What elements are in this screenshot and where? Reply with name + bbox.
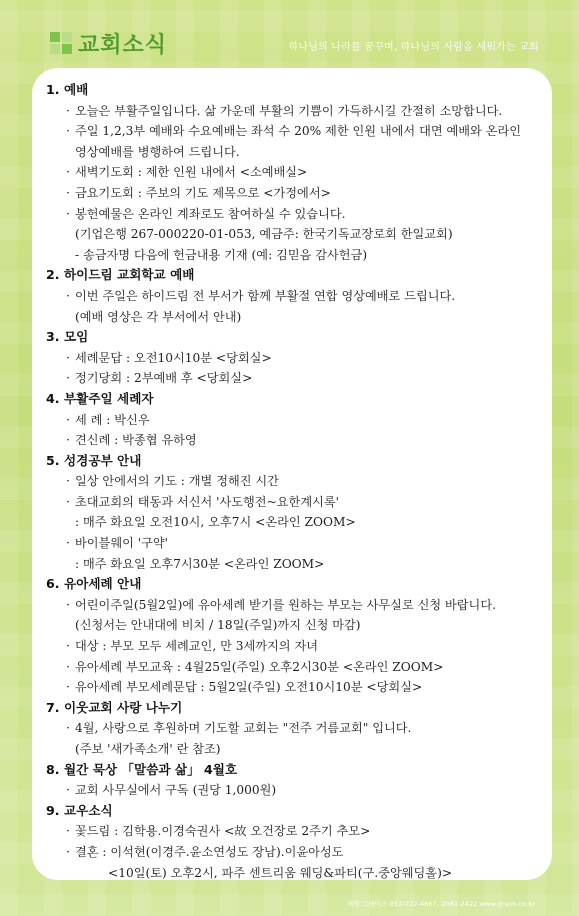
item-text: 오늘은 부활주일입니다. 삶 가운데 부활의 기쁨이 가득하시길 간절히 소망합니다. — [75, 103, 503, 118]
item-text: 일상 안에서의 기도 : 개별 정해진 시간 — [75, 474, 279, 489]
list-item-continuation — [46, 307, 546, 328]
list-item — [46, 657, 546, 678]
section — [46, 451, 546, 575]
list-item-continuation — [46, 554, 546, 575]
list-item — [46, 348, 546, 369]
item-text: 교회 사무실에서 구독 (권당 1,000원) — [75, 783, 277, 798]
list-item — [46, 183, 546, 204]
item-text: <10일(토) 오후2시, 파주 센트리움 웨딩&파티(구.중앙웨딩홀)> — [108, 865, 453, 880]
bullet-icon: · — [66, 639, 70, 654]
bullet-icon: · — [66, 680, 70, 695]
section-title — [46, 801, 546, 822]
section-number: 5. — [46, 452, 60, 468]
bullet-icon: · — [66, 206, 70, 221]
bullet-icon: · — [66, 783, 70, 798]
bullet-icon: · — [66, 124, 70, 139]
section — [46, 760, 546, 801]
list-item — [46, 204, 546, 225]
item-text: 금요기도회 : 주보의 기도 제목으로 <가정에서> — [75, 185, 331, 200]
logo-square — [62, 44, 72, 54]
bullet-icon: · — [66, 659, 70, 674]
section-number: 7. — [46, 699, 60, 715]
bullet-icon: · — [66, 288, 70, 303]
item-text: 이번 주일은 하이드림 전 부서가 함께 부활절 연합 영상예배로 드립니다. — [75, 288, 456, 303]
bullet-icon: · — [66, 412, 70, 427]
list-item — [46, 286, 546, 307]
list-item — [46, 492, 546, 513]
list-item — [46, 368, 546, 389]
section-title-text: 예배 — [64, 82, 89, 97]
bullet-icon: · — [66, 433, 70, 448]
item-text: : 매주 화요일 오전10시, 오후7시 <온라인 ZOOM> — [75, 515, 356, 530]
section-number: 1. — [46, 82, 60, 97]
bullet-icon: · — [66, 350, 70, 365]
section — [46, 574, 546, 698]
section-title — [46, 760, 546, 781]
bullet-icon: · — [66, 103, 70, 118]
section-number: 6. — [46, 576, 60, 592]
list-item-continuation — [46, 863, 546, 884]
bullet-icon: · — [66, 165, 70, 180]
section-title — [46, 698, 546, 719]
section-title — [46, 574, 546, 595]
list-item — [46, 410, 546, 431]
section-number: 2. — [46, 267, 60, 283]
item-text: 새벽기도회 : 제한 인원 내에서 <소예배실> — [75, 165, 308, 180]
item-text: 영상예배를 병행하여 드립니다. — [75, 144, 240, 159]
logo-icon — [50, 32, 72, 54]
section-title — [46, 80, 546, 101]
section-title-text: 유아세례 안내 — [64, 576, 142, 592]
header — [0, 0, 579, 62]
item-text: 주일 1,2,3부 예배와 수요예배는 좌석 수 20% 제한 인원 내에서 대면 예배와 온라인 — [75, 124, 522, 139]
list-item-continuation — [46, 224, 546, 245]
list-item — [46, 121, 546, 142]
list-item — [46, 842, 546, 863]
section-number: 9. — [46, 802, 60, 818]
section — [46, 265, 546, 327]
bullet-icon: · — [66, 824, 70, 839]
item-text: 유아세례 부모세례문답 : 5월2일(주일) 오전10시10분 <당회실> — [75, 680, 423, 695]
list-item-continuation — [46, 142, 546, 163]
logo-square — [50, 32, 60, 42]
section-title-text: 교우소식 — [64, 802, 113, 818]
list-item — [46, 471, 546, 492]
item-text: (예배 영상은 각 부서에서 안내) — [75, 309, 242, 324]
bullet-icon: · — [66, 371, 70, 386]
list-item — [46, 101, 546, 122]
bullet-icon: · — [66, 536, 70, 551]
section-number: 3. — [46, 329, 60, 345]
item-text: 4월, 사랑으로 후원하며 기도할 교회는 "전주 거름교회" 입니다. — [75, 721, 412, 736]
list-item-continuation — [46, 615, 546, 636]
list-item-continuation — [46, 739, 546, 760]
item-text: - 송금자명 다음에 헌금내용 기재 (예: 김믿음 감사헌금) — [75, 247, 368, 262]
section — [46, 698, 546, 760]
section-title-text: 하이드림 교회학교 예배 — [64, 267, 195, 283]
section-title — [46, 451, 546, 472]
announcements-list — [46, 80, 546, 883]
item-text: 꽃드림 : 김학용.이경숙권사 <故 오건장로 2주기 추모> — [75, 824, 371, 839]
list-item — [46, 533, 546, 554]
section-title — [46, 389, 546, 410]
item-text: 대상 : 부모 모두 세례교인, 만 3세까지의 자녀 — [75, 639, 318, 654]
list-item — [46, 718, 546, 739]
section-title-text: 성경공부 안내 — [64, 452, 142, 468]
section-title — [46, 327, 546, 348]
section-title-text: 월간 묵상 「말씀과 삶」 4월호 — [64, 761, 238, 777]
item-text: 초대교회의 태동과 서신서 '사도행전~요한계시록' — [75, 494, 339, 509]
item-text: 세례문답 : 오전10시10분 <당회실> — [75, 350, 272, 365]
item-text: (주보 '새가족소개' 란 참조) — [75, 742, 221, 756]
list-item — [46, 821, 546, 842]
page-title: 교회소식 — [78, 33, 168, 58]
list-item — [46, 780, 546, 801]
section-number: 4. — [46, 390, 60, 406]
section — [46, 389, 546, 451]
logo-square — [62, 32, 72, 42]
item-text: 결혼 : 이석현(이경주.윤소연성도 장남).이윤아성도 — [75, 844, 344, 859]
bullet-icon: · — [66, 474, 70, 489]
section — [46, 80, 546, 265]
logo-square — [50, 44, 60, 54]
item-text: 정기당회 : 2부예배 후 <당회실> — [75, 371, 253, 386]
item-text: 어린이주일(5월2일)에 유아세례 받기를 원하는 부모는 사무실로 신청 바랍니다. — [75, 597, 496, 612]
list-item — [46, 595, 546, 616]
item-text: 견신례 : 박종협 유하영 — [75, 433, 197, 448]
bullet-icon: · — [66, 721, 70, 736]
section-title-text: 이웃교회 사랑 나누기 — [64, 699, 183, 715]
list-item — [46, 162, 546, 183]
item-text: 세 례 : 박신우 — [75, 412, 150, 427]
item-text: (신청서는 안내대에 비치 / 18일(주일)까지 신청 마감) — [75, 618, 361, 633]
item-text: 유아세례 부모교육 : 4월25일(주일) 오후2시30분 <온라인 ZOOM> — [75, 659, 444, 674]
section-title-text: 부활주일 세례자 — [64, 390, 154, 406]
footer-credit: 제작 그레이스 031)722-4667, 2061-2422 www.grsim.co.kr — [346, 900, 535, 908]
item-text: (기업은행 267-000220-01-053, 예금주: 한국기독교장로회 한일교회) — [75, 227, 453, 242]
bullet-icon: · — [66, 844, 70, 859]
item-text: 봉헌예물은 온라인 계좌로도 참여하실 수 있습니다. — [75, 206, 346, 221]
section — [46, 327, 546, 389]
bullet-icon: · — [66, 494, 70, 509]
list-item-continuation — [46, 512, 546, 533]
tagline: 하나님의 나라를 꿈꾸며, 하나님의 사람을 세워가는 교회 — [288, 42, 539, 53]
bullet-icon: · — [66, 185, 70, 200]
list-item — [46, 430, 546, 451]
list-item-continuation — [46, 245, 546, 266]
section — [46, 801, 546, 883]
list-item — [46, 677, 546, 698]
section-number: 8. — [46, 761, 60, 777]
list-item — [46, 636, 546, 657]
section-title — [46, 265, 546, 286]
item-text: 바이블웨이 '구약' — [75, 536, 168, 551]
bullet-icon: · — [66, 597, 70, 612]
section-title-text: 모임 — [64, 329, 89, 345]
item-text: : 매주 화요일 오후7시30분 <온라인 ZOOM> — [75, 556, 325, 571]
